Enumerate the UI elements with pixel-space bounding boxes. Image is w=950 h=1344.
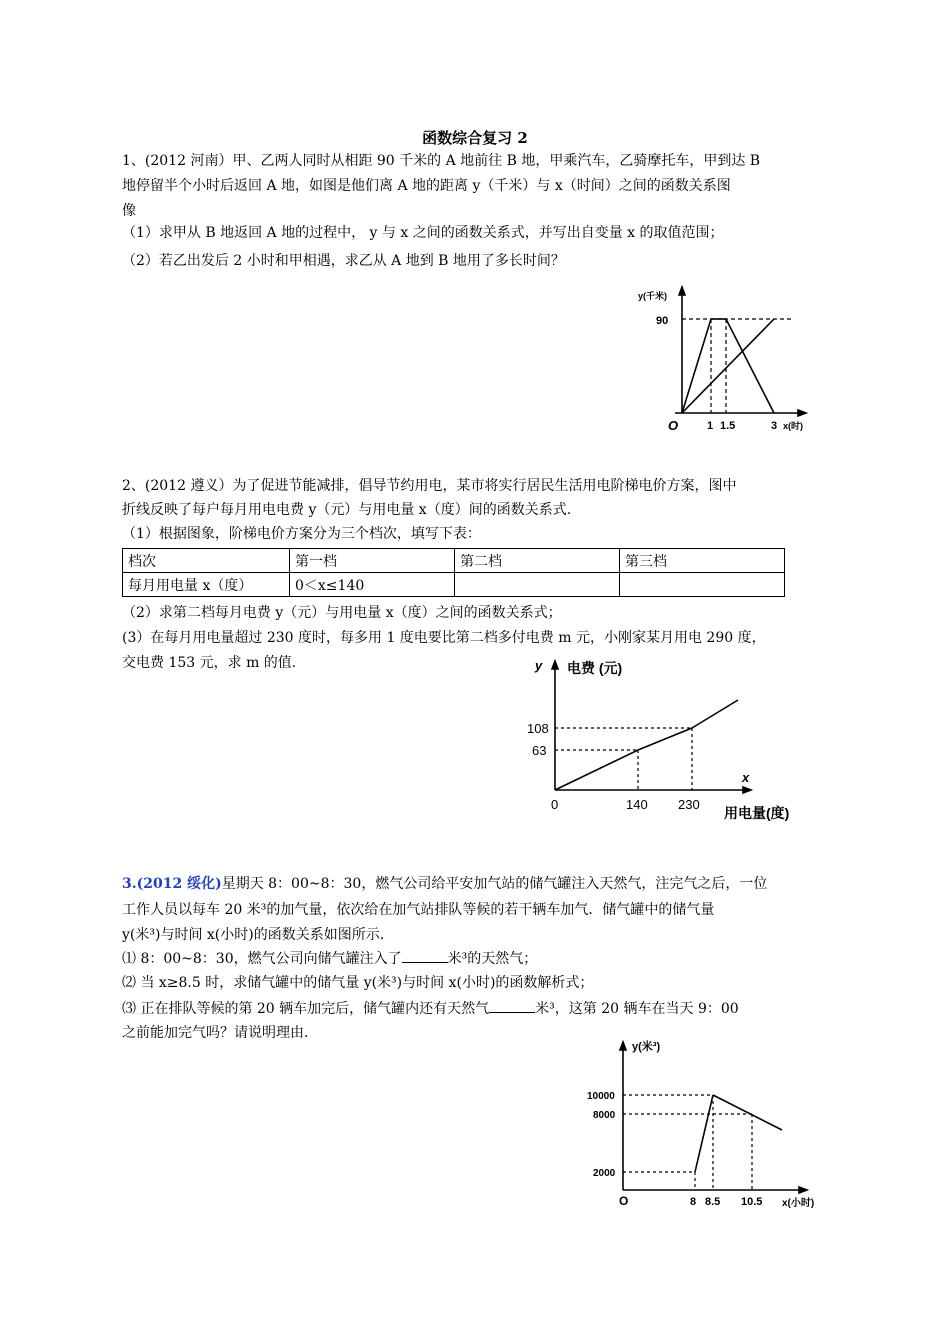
- q2-sub3-line1: (3）在每月用电量超过 230 度时，每多用 1 度电要比第二档多付电费 m 元，小刚家某月用电 290 度，: [122, 630, 766, 646]
- q3-sub3-text: ⑶ 正在排队等候的第 20 辆车加完后，储气罐内还有天然气: [122, 1001, 490, 1017]
- q2-ytick-108: 108: [527, 721, 549, 736]
- q2-chart: [520, 652, 820, 827]
- q3-text-line3: y(米³)与时间 x(小时)的函数关系如图所示.: [122, 927, 385, 943]
- q2-x-arrow: [743, 787, 751, 793]
- q2-xlabel: 用电量(度): [724, 805, 790, 821]
- q2-segment-1: [555, 750, 638, 790]
- table-header-cell: 档次: [123, 549, 290, 573]
- q2-ylabel: 电费 (元): [567, 660, 623, 676]
- tier-table: [122, 548, 785, 597]
- table-cell: 每月用电量 x（度）: [123, 573, 290, 597]
- q3-sub3-line1: [122, 998, 739, 1019]
- q3-chart: [580, 1034, 830, 1214]
- q2-segment-2: [638, 728, 692, 750]
- q2-segment-3: [692, 700, 738, 728]
- answer-blank: [402, 948, 448, 963]
- q1-xtick-15: 1.5: [720, 420, 736, 432]
- q3-sub3-text2: 米³，这第 20 辆车在当天 9：00: [535, 1001, 739, 1017]
- q2-sub1: （1）根据图象，阶梯电价方案分为三个档次，填写下表：: [122, 526, 481, 542]
- q3-text-line2: 工作人员以每车 20 米³的加气量，依次给在加气站排队等候的若干辆车加气．储气罐中的储气量: [122, 902, 715, 918]
- q3-source-tag: 3.(2012 绥化): [122, 876, 222, 892]
- q1-xtick-1: 1: [707, 420, 714, 432]
- q3-xtick-105: 10.5: [741, 1196, 763, 1208]
- q2-y-arrow: [552, 661, 558, 669]
- q3-x-arrow: [799, 1187, 807, 1193]
- q1-text-line1: 1、(2012 河南）甲、乙两人同时从相距 90 千米的 A 地前往 B 地，甲乘汽车，乙骑摩托车，甲到达 B: [122, 153, 761, 169]
- q3-ylabel: y(米³): [632, 1041, 661, 1053]
- q3-xtick-85: 8.5: [705, 1196, 721, 1208]
- q1-jia-return: [726, 319, 774, 413]
- q3-sub1: [122, 948, 537, 969]
- table-cell: [455, 573, 620, 597]
- q3-xtick-8: 8: [690, 1196, 697, 1208]
- table-row: [123, 549, 785, 573]
- q1-xlabel: x(时): [783, 421, 803, 431]
- q2-yvar: y: [535, 658, 543, 673]
- table-header-cell: 第二档: [455, 549, 620, 573]
- page-title: 函数综合复习 2: [422, 129, 528, 147]
- q3-use-segment: [713, 1095, 782, 1130]
- q1-ylabel: y(千米): [638, 291, 667, 301]
- q2-text-line2: 折线反映了每户每月用电电费 y（元）与用电量 x（度）间的函数关系式.: [122, 502, 572, 518]
- q1-xtick-3: 3: [771, 420, 778, 432]
- q1-origin: O: [668, 418, 679, 433]
- q1-text-line3: 像: [122, 203, 136, 219]
- q3-ytick-2000: 2000: [593, 1168, 616, 1179]
- q2-ytick-63: 63: [532, 743, 547, 758]
- q2-sub3-line2: 交电费 153 元，求 m 的值.: [122, 655, 297, 671]
- table-cell: [620, 573, 785, 597]
- q3-xlabel: x(小时): [782, 1198, 815, 1209]
- q3-text: 星期天 8：00~8：30，燃气公司给平安加气站的储气罐注入天然气，注完气之后，一位: [221, 876, 768, 892]
- q2-origin: 0: [551, 797, 559, 812]
- q1-ytick-90: 90: [656, 315, 669, 327]
- q3-sub2: ⑵ 当 x≥8.5 时，求储气罐中的储气量 y(米³)与时间 x(小时)的函数解析式；: [122, 975, 594, 991]
- q2-sub2: （2）求第二档每月电费 y（元）与用电量 x（度）之间的函数关系式；: [122, 605, 562, 621]
- q1-sub1: （1）求甲从 B 地返回 A 地的过程中， y 与 x 之间的函数关系式，并写出自变量 x 的取值范围；: [122, 225, 724, 241]
- q2-xtick-140: 140: [626, 797, 648, 812]
- q3-ytick-10000: 10000: [587, 1091, 615, 1102]
- q2-text-line1: 2、(2012 遵义）为了促进节能减排，倡导节约用电，某市将实行居民生活用电阶梯电价方案，图中: [122, 478, 737, 494]
- q3-fill-segment: [695, 1095, 713, 1172]
- q2-xvar: x: [742, 770, 750, 785]
- table-header-cell: 第三档: [620, 549, 785, 573]
- table-header-cell: 第一档: [290, 549, 455, 573]
- q1-text-line2: 地停留半个小时后返回 A 地，如图是他们离 A 地的距离 y（千米）与 x（时间）之间的函数关系图: [122, 178, 731, 194]
- q1-chart: [630, 283, 830, 443]
- q3-sub1-text: ⑴ 8：00~8：30，燃气公司向储气罐注入了: [122, 951, 402, 967]
- q3-ytick-8000: 8000: [593, 1110, 616, 1121]
- q2-xtick-230: 230: [678, 797, 700, 812]
- q3-sub1-unit: 米³的天然气；: [447, 951, 538, 967]
- q3-y-arrow: [620, 1042, 626, 1050]
- q3-sub3-line2: 之前能加完气吗？请说明理由.: [122, 1025, 309, 1041]
- table-row: [123, 573, 785, 597]
- q1-sub2: （2）若乙出发后 2 小时和甲相遇，求乙从 A 地到 B 地用了多长时间？: [122, 253, 565, 269]
- q1-y-arrow: [679, 287, 685, 295]
- q3-origin: O: [619, 1194, 629, 1208]
- answer-blank: [489, 998, 535, 1013]
- table-cell: 0＜x≤140: [290, 573, 455, 597]
- q1-x-arrow: [798, 410, 806, 416]
- q3-text-line1: [122, 874, 767, 894]
